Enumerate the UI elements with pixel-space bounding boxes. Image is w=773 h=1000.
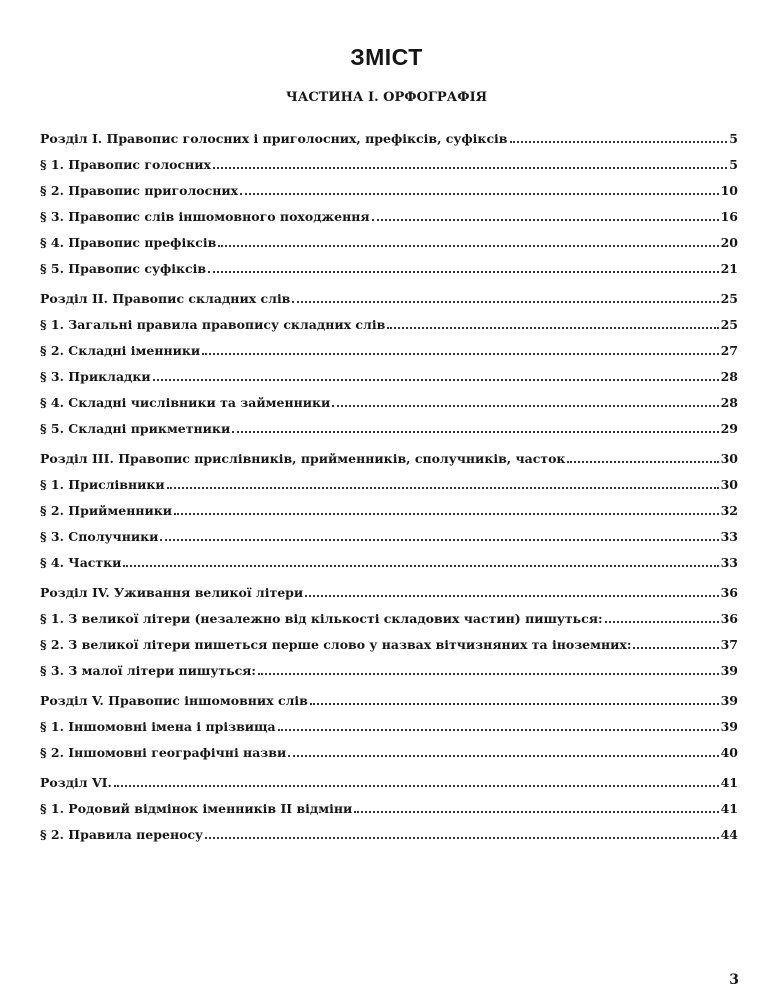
toc-section-entry (40, 280, 738, 306)
toc-entry-label: § 4. Складні числівники та займенники (40, 395, 331, 410)
toc-entry-page: 37 (720, 637, 738, 652)
toc-item-entry (40, 816, 738, 842)
toc-entry-page: 30 (720, 477, 738, 492)
toc-entry-label: Розділ IV. Уживання великої літери (40, 585, 304, 600)
toc-entry-label: § 2. Правопис приголосних (40, 183, 239, 198)
toc-item-entry (40, 250, 738, 276)
dot-leader (387, 327, 718, 329)
toc-item-entry (40, 306, 738, 332)
dot-leader (332, 405, 718, 407)
toc-item-entry (40, 600, 738, 626)
toc-item-entry (40, 358, 738, 384)
toc-entry-page: 44 (720, 827, 738, 842)
toc-entry-page: 20 (720, 235, 738, 250)
toc-section-entry (40, 120, 738, 146)
toc-entry-label: § 3. Правопис слів іншомовного походження (40, 209, 370, 224)
toc-entry-page: 28 (720, 395, 738, 410)
dot-leader (633, 647, 718, 649)
toc-item-entry (40, 146, 738, 172)
toc-entry-page: 32 (720, 503, 738, 518)
toc-item-entry (40, 652, 738, 678)
toc-entry-label: § 1. Іншомовні імена і прізвища (40, 719, 276, 734)
toc-entry-page: 39 (720, 663, 738, 678)
toc-entry-label: § 3. Прикладки (40, 369, 151, 384)
dot-leader (372, 219, 719, 221)
dot-leader (123, 565, 718, 567)
dot-leader (310, 703, 719, 705)
toc-entry-label: § 5. Складні прикметники (40, 421, 231, 436)
dot-leader (305, 595, 718, 597)
toc-item-entry (40, 626, 738, 652)
dot-leader (232, 431, 718, 433)
toc-entry-page: 28 (720, 369, 738, 384)
toc-entry-label: § 1. Прислівники (40, 477, 165, 492)
dot-leader (160, 539, 718, 541)
page-title: ЗМІСТ (350, 44, 423, 70)
dot-leader (292, 301, 718, 303)
toc-item-entry (40, 332, 738, 358)
dot-leader (288, 755, 718, 757)
toc-entry-label: § 1. З великої літери (незалежно від кількості складових частин) пишуться: (40, 611, 603, 626)
toc-entry-page: 25 (720, 291, 738, 306)
toc-entry-label: § 3. З малої літери пишуться: (40, 663, 257, 678)
toc-item-entry (40, 198, 738, 224)
toc-item-entry (40, 544, 738, 570)
toc-entry-label: § 2. Іншомовні географічні назви (40, 745, 287, 760)
toc-entry-page: 29 (720, 421, 738, 436)
toc-entry-label: § 1. Правопис голосних (40, 157, 211, 172)
toc-entry-page: 40 (720, 745, 738, 760)
toc-entry-label: Розділ ІІІ. Правопис прислівників, прийменників, сполучників, часток (40, 451, 566, 466)
dot-leader (114, 785, 719, 787)
toc-item-entry (40, 708, 738, 734)
toc-entry-page: 36 (720, 611, 738, 626)
dot-leader (174, 513, 719, 515)
toc-entry-page: 5 (729, 157, 738, 172)
dot-leader (167, 487, 719, 489)
toc-entry-label: § 2. Правила переносу (40, 827, 204, 842)
toc-entry-label: Розділ V. Правопис іншомовних слів (40, 693, 308, 708)
toc-entry-page: 36 (720, 585, 738, 600)
toc-item-entry (40, 466, 738, 492)
part-title: ЧАСТИНА І. ОРФОГРАФІЯ (285, 90, 488, 105)
toc-entry-page: 33 (720, 529, 738, 544)
dot-leader (278, 729, 719, 731)
dot-leader (208, 271, 719, 273)
dot-leader (510, 141, 728, 143)
toc-entry-label: Розділ VI. (40, 775, 112, 790)
toc-entry-label: § 2. Прийменники (40, 503, 173, 518)
toc-entry-label: § 2. З великої літери пишеться перше слово у назвах вітчизняних та іноземних: (40, 637, 632, 652)
toc-entry-page: 39 (720, 719, 738, 734)
toc-entry-page: 21 (720, 261, 738, 276)
toc-item-entry (40, 492, 738, 518)
toc-section-entry (40, 440, 738, 466)
toc-item-entry (40, 384, 738, 410)
dot-leader (202, 353, 718, 355)
toc-entry-label: § 4. Частки (40, 555, 122, 570)
toc-section-entry (40, 574, 738, 600)
toc-entry-page: 30 (720, 451, 738, 466)
toc-entry-page: 27 (720, 343, 738, 358)
toc-entry-page: 39 (720, 693, 738, 708)
page-number: 3 (729, 972, 739, 988)
toc-item-entry (40, 790, 738, 816)
toc-entry-label: § 4. Правопис префіксів (40, 235, 217, 250)
toc-entry-page: 5 (729, 131, 738, 146)
toc-entry-label: § 1. Загальні правила правопису складних слів (40, 317, 386, 332)
dot-leader (567, 461, 718, 463)
toc-entry-page: 33 (720, 555, 738, 570)
toc-item-entry (40, 410, 738, 436)
toc-entry-label: Розділ І. Правопис голосних і приголосних, префіксів, суфіксів (40, 131, 508, 146)
toc-entry-page: 41 (720, 775, 738, 790)
dot-leader (153, 379, 719, 381)
dot-leader (240, 193, 718, 195)
toc-section-entry (40, 764, 738, 790)
toc-entry-page: 41 (720, 801, 738, 816)
dot-leader (218, 245, 718, 247)
toc-item-entry (40, 518, 738, 544)
toc-item-entry (40, 224, 738, 250)
toc-entry-page: 25 (720, 317, 738, 332)
toc-entry-label: § 3. Сполучники (40, 529, 159, 544)
toc-item-entry (40, 734, 738, 760)
table-of-contents (40, 120, 738, 842)
toc-entry-label: § 5. Правопис суфіксів (40, 261, 207, 276)
toc-item-entry (40, 172, 738, 198)
dot-leader (213, 167, 727, 169)
toc-entry-page: 16 (720, 209, 738, 224)
dot-leader (605, 621, 719, 623)
toc-entry-page: 10 (720, 183, 738, 198)
dot-leader (205, 837, 719, 839)
toc-section-entry (40, 682, 738, 708)
dot-leader (258, 673, 719, 675)
toc-entry-label: § 2. Складні іменники (40, 343, 201, 358)
toc-entry-label: § 1. Родовий відмінок іменників ІІ відміни (40, 801, 353, 816)
dot-leader (354, 811, 718, 813)
toc-entry-label: Розділ ІІ. Правопис складних слів (40, 291, 291, 306)
